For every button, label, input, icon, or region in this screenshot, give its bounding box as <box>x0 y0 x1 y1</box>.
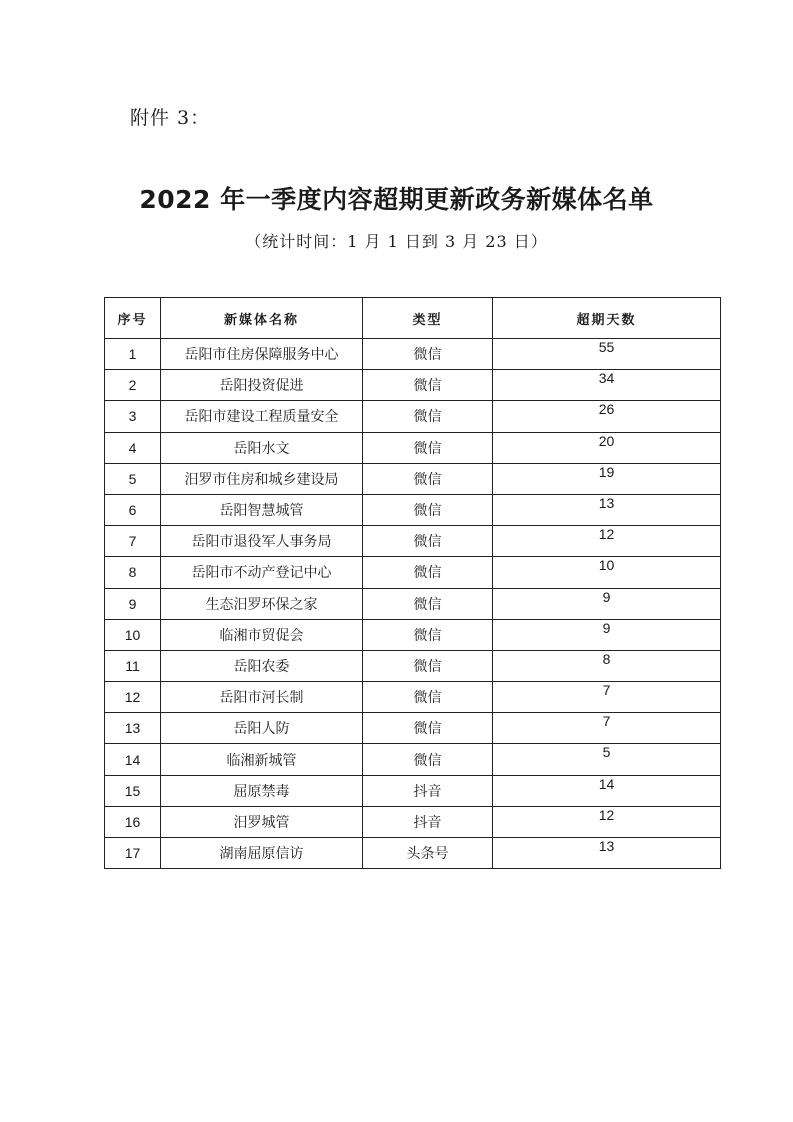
table-row <box>105 775 721 806</box>
cell-overdue-days: 10 <box>493 557 721 588</box>
table-header-row <box>105 298 721 339</box>
header-serial: 序号 <box>105 298 161 339</box>
table-row <box>105 588 721 619</box>
cell-media-name: 临湘新城管 <box>161 744 363 775</box>
cell-media-name: 汨罗城管 <box>161 806 363 837</box>
cell-overdue-days: 55 <box>493 339 721 370</box>
cell-overdue-days: 19 <box>493 463 721 494</box>
cell-serial: 13 <box>105 713 161 744</box>
table-row <box>105 744 721 775</box>
cell-overdue-days: 9 <box>493 619 721 650</box>
cell-type: 微信 <box>363 682 493 713</box>
table-row <box>105 432 721 463</box>
cell-type: 抖音 <box>363 775 493 806</box>
cell-media-name: 生态汨罗环保之家 <box>161 588 363 619</box>
header-type: 类型 <box>363 298 493 339</box>
media-list-table <box>104 297 721 869</box>
cell-media-name: 岳阳市河长制 <box>161 682 363 713</box>
cell-overdue-days: 7 <box>493 713 721 744</box>
table-row <box>105 838 721 869</box>
cell-overdue-days: 12 <box>493 806 721 837</box>
table-row <box>105 713 721 744</box>
cell-type: 微信 <box>363 588 493 619</box>
cell-serial: 11 <box>105 650 161 681</box>
statistics-period: （统计时间：1 月 1 日到 3 月 23 日） <box>245 232 548 251</box>
cell-type: 微信 <box>363 526 493 557</box>
cell-overdue-days: 20 <box>493 432 721 463</box>
cell-type: 微信 <box>363 401 493 432</box>
cell-overdue-days: 14 <box>493 775 721 806</box>
cell-serial: 8 <box>105 557 161 588</box>
document-title: 2022 年一季度内容超期更新政务新媒体名单 <box>139 185 654 214</box>
cell-type: 微信 <box>363 744 493 775</box>
table-row <box>105 370 721 401</box>
cell-media-name: 岳阳人防 <box>161 713 363 744</box>
cell-overdue-days: 8 <box>493 650 721 681</box>
cell-media-name: 岳阳市退役军人事务局 <box>161 526 363 557</box>
cell-media-name: 湖南屈原信访 <box>161 838 363 869</box>
cell-overdue-days: 13 <box>493 838 721 869</box>
cell-media-name: 岳阳水文 <box>161 432 363 463</box>
table-row <box>105 619 721 650</box>
cell-media-name: 岳阳智慧城管 <box>161 494 363 525</box>
cell-overdue-days: 34 <box>493 370 721 401</box>
cell-serial: 15 <box>105 775 161 806</box>
cell-serial: 2 <box>105 370 161 401</box>
attachment-label: 附件 3： <box>130 107 211 129</box>
cell-serial: 14 <box>105 744 161 775</box>
cell-serial: 6 <box>105 494 161 525</box>
cell-type: 微信 <box>363 557 493 588</box>
table-row <box>105 494 721 525</box>
cell-media-name: 岳阳市不动产登记中心 <box>161 557 363 588</box>
cell-overdue-days: 9 <box>493 588 721 619</box>
cell-serial: 9 <box>105 588 161 619</box>
cell-media-name: 临湘市贸促会 <box>161 619 363 650</box>
cell-media-name: 汨罗市住房和城乡建设局 <box>161 463 363 494</box>
cell-type: 微信 <box>363 713 493 744</box>
cell-overdue-days: 12 <box>493 526 721 557</box>
table-row <box>105 557 721 588</box>
cell-type: 微信 <box>363 619 493 650</box>
cell-serial: 3 <box>105 401 161 432</box>
table-row <box>105 682 721 713</box>
cell-serial: 17 <box>105 838 161 869</box>
cell-media-name: 屈原禁毒 <box>161 775 363 806</box>
cell-type: 微信 <box>363 494 493 525</box>
cell-type: 微信 <box>363 339 493 370</box>
cell-type: 微信 <box>363 463 493 494</box>
header-media-name: 新媒体名称 <box>161 298 363 339</box>
cell-serial: 16 <box>105 806 161 837</box>
table-row <box>105 650 721 681</box>
table-row <box>105 526 721 557</box>
cell-overdue-days: 5 <box>493 744 721 775</box>
cell-type: 抖音 <box>363 806 493 837</box>
cell-type: 微信 <box>363 432 493 463</box>
table-row <box>105 806 721 837</box>
cell-serial: 1 <box>105 339 161 370</box>
cell-serial: 12 <box>105 682 161 713</box>
cell-serial: 7 <box>105 526 161 557</box>
cell-type: 微信 <box>363 650 493 681</box>
cell-serial: 5 <box>105 463 161 494</box>
cell-overdue-days: 26 <box>493 401 721 432</box>
cell-type: 头条号 <box>363 838 493 869</box>
cell-media-name: 岳阳投资促进 <box>161 370 363 401</box>
cell-overdue-days: 13 <box>493 494 721 525</box>
cell-media-name: 岳阳市住房保障服务中心 <box>161 339 363 370</box>
table-row <box>105 401 721 432</box>
cell-media-name: 岳阳市建设工程质量安全 <box>161 401 363 432</box>
cell-media-name: 岳阳农委 <box>161 650 363 681</box>
cell-serial: 10 <box>105 619 161 650</box>
cell-type: 微信 <box>363 370 493 401</box>
cell-serial: 4 <box>105 432 161 463</box>
table-row <box>105 339 721 370</box>
cell-overdue-days: 7 <box>493 682 721 713</box>
table-row <box>105 463 721 494</box>
table-body <box>105 339 721 869</box>
header-overdue-days: 超期天数 <box>493 298 721 339</box>
